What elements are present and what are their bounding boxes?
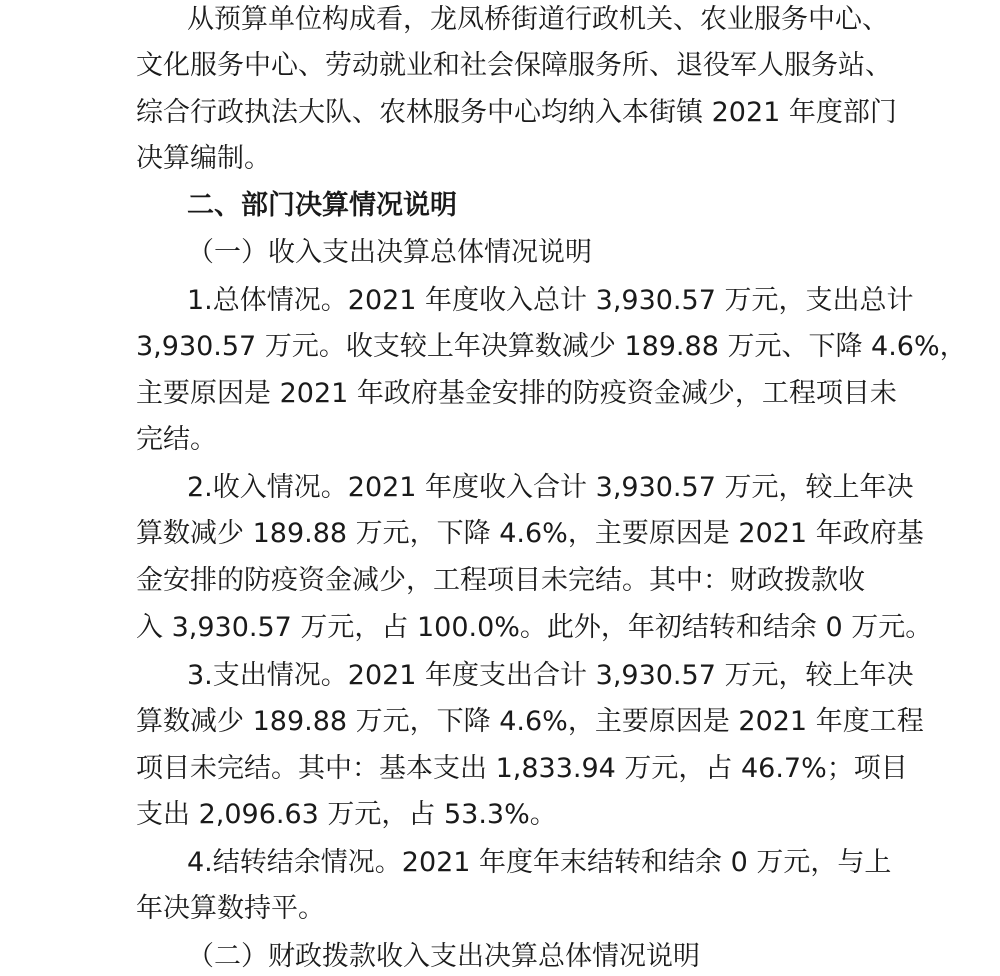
section-title: 二、部门决算情况说明 [187, 190, 457, 221]
text-line: 2.收入情况。2021 年度收入合计 3,930.57 万元，较上年决 [187, 472, 914, 503]
subsection-title: （二）财政拨款收入支出决算总体情况说明 [187, 941, 700, 972]
text-line: 3.支出情况。2021 年度支出合计 3,930.57 万元，较上年决 [187, 660, 914, 691]
text-line: 支出 2,096.63 万元，占 53.3%。 [136, 799, 557, 830]
text-line: 决算编制。 [136, 143, 271, 174]
text-line: 4.结转结余情况。2021 年度年末结转和结余 0 万元，与上 [187, 847, 892, 878]
text-line: 综合行政执法大队、农林服务中心均纳入本街镇 2021 年度部门 [136, 97, 897, 128]
text-line: 入 3,930.57 万元，占 100.0%。此外，年初结转和结余 0 万元。 [136, 612, 933, 643]
text-line: 完结。 [136, 424, 217, 455]
text-line: 3,930.57 万元。收支较上年决算数减少 189.88 万元、下降 4.6%， [136, 331, 967, 362]
text-line: 从预算单位构成看，龙凤桥街道行政机关、农业服务中心、 [187, 4, 889, 35]
text-line: 算数减少 189.88 万元，下降 4.6%，主要原因是 2021 年政府基 [136, 518, 924, 549]
text-line: 1.总体情况。2021 年度收入总计 3,930.57 万元，支出总计 [187, 285, 914, 316]
text-line: 项目未完结。其中：基本支出 1,833.94 万元，占 46.7%；项目 [136, 753, 908, 784]
text-line: 金安排的防疫资金减少，工程项目未完结。其中：财政拨款收 [136, 565, 865, 596]
text-line: 文化服务中心、劳动就业和社会保障服务所、退役军人服务站、 [136, 50, 892, 81]
text-line: 主要原因是 2021 年政府基金安排的防疫资金减少，工程项目未 [136, 378, 897, 409]
text-line: 算数减少 189.88 万元，下降 4.6%，主要原因是 2021 年度工程 [136, 706, 924, 737]
text-line: 年决算数持平。 [136, 893, 325, 924]
subsection-title: （一）收入支出决算总体情况说明 [187, 237, 592, 268]
